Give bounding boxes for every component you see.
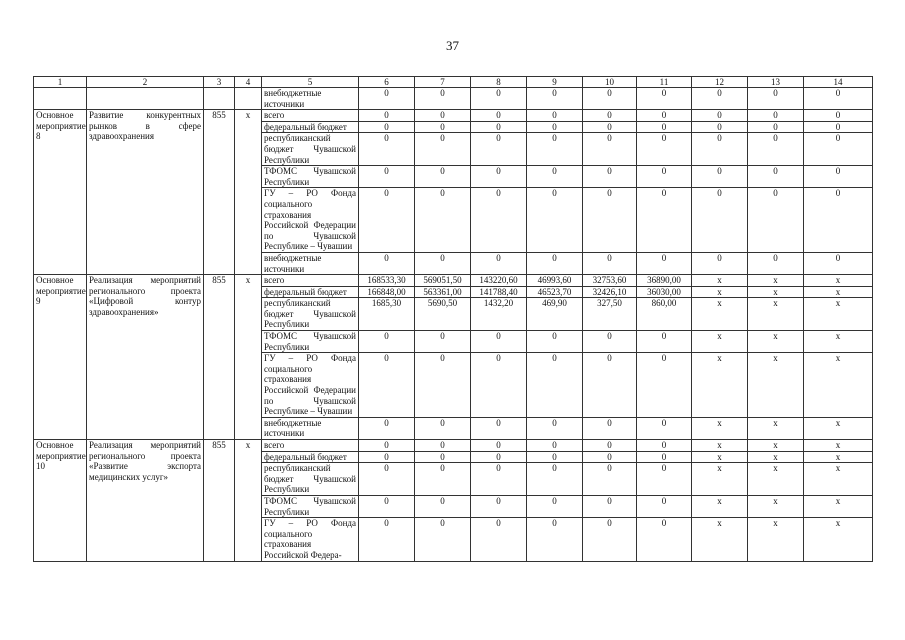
funding-source: ТФОМС Чувашской Республики (262, 495, 359, 517)
value-cell: 0 (804, 166, 873, 188)
column-header: 10 (583, 77, 637, 88)
value-cell: 0 (527, 110, 583, 122)
table-row (34, 440, 873, 452)
value-cell: 0 (583, 353, 637, 418)
value-cell: x (748, 298, 804, 331)
value-cell: x (748, 495, 804, 517)
value-cell: 0 (359, 188, 415, 253)
value-cell: x (692, 353, 748, 418)
value-cell: 0 (583, 451, 637, 463)
event-description: Реализация мероприятий регионального проекта «Цифровой контур здравоохранения» (87, 275, 204, 440)
funding-source: ТФОМС Чувашской Республики (262, 166, 359, 188)
value-cell: 0 (748, 110, 804, 122)
value-cell: 0 (804, 252, 873, 274)
column-header: 8 (471, 77, 527, 88)
value-cell: 166848,00 (359, 286, 415, 298)
value-cell: 0 (748, 121, 804, 133)
value-cell: 0 (359, 463, 415, 496)
value-cell: x (692, 286, 748, 298)
table-row (34, 110, 873, 122)
value-cell: 143220,60 (471, 275, 527, 287)
value-cell: x (804, 275, 873, 287)
value-cell: 0 (692, 188, 748, 253)
value-cell: 0 (692, 133, 748, 166)
value-cell: 0 (583, 88, 637, 110)
value-cell: 0 (415, 166, 471, 188)
funding-source: всего (262, 440, 359, 452)
value-cell: 0 (637, 440, 692, 452)
value-cell: 32426,10 (583, 286, 637, 298)
empty-cell (34, 88, 87, 110)
value-cell: 0 (359, 110, 415, 122)
value-cell: 0 (471, 495, 527, 517)
value-cell: 0 (583, 331, 637, 353)
value-cell: 0 (692, 121, 748, 133)
value-cell: x (748, 463, 804, 496)
value-cell: 0 (583, 417, 637, 439)
value-cell: 0 (471, 133, 527, 166)
value-cell: 0 (471, 331, 527, 353)
value-cell: 0 (692, 88, 748, 110)
value-cell: 0 (415, 110, 471, 122)
value-cell: 0 (748, 88, 804, 110)
value-cell: 0 (804, 88, 873, 110)
value-cell: 0 (583, 133, 637, 166)
value-cell: 0 (637, 417, 692, 439)
value-cell: 860,00 (637, 298, 692, 331)
funding-source: ГУ – РО Фонда социального страхования Российской Федерации по Чувашской Республике – Чувашии (262, 353, 359, 418)
value-cell: 46993,60 (527, 275, 583, 287)
value-cell: 0 (692, 252, 748, 274)
value-cell: 0 (637, 133, 692, 166)
value-cell: x (804, 417, 873, 439)
column-header: 9 (527, 77, 583, 88)
value-cell: 0 (359, 451, 415, 463)
event-col4: x (235, 275, 262, 440)
value-cell: x (748, 275, 804, 287)
event-name: Основное мероприятие 9 (34, 275, 87, 440)
value-cell: 36030,00 (637, 286, 692, 298)
value-cell: 0 (527, 166, 583, 188)
value-cell: x (804, 331, 873, 353)
value-cell: 0 (471, 353, 527, 418)
value-cell: 0 (527, 495, 583, 517)
value-cell: 0 (637, 463, 692, 496)
value-cell: 0 (804, 133, 873, 166)
value-cell: 469,90 (527, 298, 583, 331)
empty-cell (87, 88, 204, 110)
value-cell: 0 (583, 166, 637, 188)
value-cell: x (748, 353, 804, 418)
event-col4: x (235, 440, 262, 562)
value-cell: 0 (471, 451, 527, 463)
value-cell: 0 (583, 518, 637, 561)
value-cell: 0 (359, 166, 415, 188)
value-cell: 0 (637, 331, 692, 353)
value-cell: x (804, 495, 873, 517)
value-cell: 0 (692, 110, 748, 122)
value-cell: 0 (527, 121, 583, 133)
value-cell: 0 (359, 252, 415, 274)
empty-cell (204, 88, 235, 110)
column-header: 3 (204, 77, 235, 88)
value-cell: 0 (415, 451, 471, 463)
value-cell: 0 (415, 417, 471, 439)
value-cell: 0 (583, 110, 637, 122)
value-cell: 0 (359, 353, 415, 418)
column-header: 6 (359, 77, 415, 88)
funding-source: федеральный бюджет (262, 121, 359, 133)
funding-source: ГУ – РО Фонда социального страхования Российской Федерации по Чувашской Республике – Чувашии (262, 188, 359, 253)
value-cell: x (804, 451, 873, 463)
event-col4: x (235, 110, 262, 275)
table-row (34, 88, 873, 110)
value-cell: 327,50 (583, 298, 637, 331)
value-cell: 0 (637, 110, 692, 122)
value-cell: x (804, 463, 873, 496)
column-header: 13 (748, 77, 804, 88)
value-cell: 0 (527, 252, 583, 274)
value-cell: 0 (527, 440, 583, 452)
value-cell: 0 (359, 440, 415, 452)
value-cell: 0 (415, 353, 471, 418)
value-cell: 0 (471, 417, 527, 439)
value-cell: 5690,50 (415, 298, 471, 331)
value-cell: 0 (415, 252, 471, 274)
page-number: 37 (446, 38, 459, 53)
value-cell: 0 (359, 133, 415, 166)
value-cell: 0 (471, 440, 527, 452)
event-name: Основное мероприятие 10 (34, 440, 87, 562)
column-header: 11 (637, 77, 692, 88)
value-cell: 0 (804, 121, 873, 133)
value-cell: 0 (471, 188, 527, 253)
value-cell: x (748, 417, 804, 439)
value-cell: 0 (359, 121, 415, 133)
value-cell: 0 (527, 463, 583, 496)
column-header: 7 (415, 77, 471, 88)
value-cell: 36890,00 (637, 275, 692, 287)
value-cell: 0 (415, 133, 471, 166)
value-cell: 0 (415, 495, 471, 517)
funding-source: внебюджетные источники (262, 417, 359, 439)
value-cell: 0 (527, 353, 583, 418)
value-cell: 569051,50 (415, 275, 471, 287)
event-code: 855 (204, 440, 235, 562)
value-cell: 0 (415, 518, 471, 561)
value-cell: x (692, 463, 748, 496)
value-cell: 0 (583, 188, 637, 253)
value-cell: 0 (471, 252, 527, 274)
value-cell: 563361,00 (415, 286, 471, 298)
value-cell: 0 (471, 121, 527, 133)
column-header: 14 (804, 77, 873, 88)
funding-source: ГУ – РО Фонда социального страхования Российской Федера- (262, 518, 359, 561)
value-cell: x (692, 451, 748, 463)
value-cell: 0 (583, 463, 637, 496)
value-cell: 0 (359, 417, 415, 439)
event-description: Развитие конкурентных рынков в сфере здравоохранения (87, 110, 204, 275)
value-cell: 46523,70 (527, 286, 583, 298)
funding-source: всего (262, 110, 359, 122)
value-cell: 0 (527, 417, 583, 439)
column-header: 5 (262, 77, 359, 88)
value-cell: 0 (637, 166, 692, 188)
table-body (34, 88, 873, 562)
value-cell: x (692, 518, 748, 561)
value-cell: 0 (471, 110, 527, 122)
column-header: 1 (34, 77, 87, 88)
value-cell: 141788,40 (471, 286, 527, 298)
value-cell: 0 (637, 495, 692, 517)
value-cell: 0 (637, 252, 692, 274)
funding-source: республиканский бюджет Чувашской Республики (262, 133, 359, 166)
value-cell: x (804, 353, 873, 418)
value-cell: x (748, 451, 804, 463)
budget-table (33, 76, 873, 562)
value-cell: 0 (804, 188, 873, 253)
value-cell: x (692, 275, 748, 287)
value-cell: 0 (415, 88, 471, 110)
value-cell: 0 (415, 121, 471, 133)
value-cell: x (692, 417, 748, 439)
value-cell: x (748, 518, 804, 561)
value-cell: 0 (583, 252, 637, 274)
value-cell: 0 (359, 495, 415, 517)
value-cell: 0 (637, 518, 692, 561)
value-cell: 0 (415, 440, 471, 452)
value-cell: 0 (748, 133, 804, 166)
value-cell: x (804, 298, 873, 331)
value-cell: 0 (637, 353, 692, 418)
funding-source: республиканский бюджет Чувашской Республики (262, 463, 359, 496)
value-cell: 0 (748, 252, 804, 274)
value-cell: 0 (471, 88, 527, 110)
value-cell: 0 (748, 166, 804, 188)
value-cell: x (804, 518, 873, 561)
funding-source: внебюджетные источники (262, 252, 359, 274)
column-header: 12 (692, 77, 748, 88)
value-cell: 0 (637, 121, 692, 133)
value-cell: 0 (637, 188, 692, 253)
value-cell: x (692, 298, 748, 331)
value-cell: 0 (527, 188, 583, 253)
value-cell: x (692, 495, 748, 517)
value-cell: 0 (471, 518, 527, 561)
value-cell: x (748, 286, 804, 298)
value-cell: 0 (471, 463, 527, 496)
value-cell: 0 (415, 463, 471, 496)
value-cell: 1685,30 (359, 298, 415, 331)
value-cell: x (748, 331, 804, 353)
value-cell: 0 (583, 440, 637, 452)
value-cell: 0 (359, 88, 415, 110)
value-cell: 1432,20 (471, 298, 527, 331)
funding-source: федеральный бюджет (262, 451, 359, 463)
table-row (34, 275, 873, 287)
funding-source: внебюджетные источники (262, 88, 359, 110)
funding-source: ТФОМС Чувашской Республики (262, 331, 359, 353)
value-cell: 0 (415, 188, 471, 253)
event-name: Основное мероприятие 8 (34, 110, 87, 275)
funding-source: всего (262, 275, 359, 287)
value-cell: 0 (359, 518, 415, 561)
event-code: 855 (204, 275, 235, 440)
funding-source: республиканский бюджет Чувашской Республики (262, 298, 359, 331)
event-description: Реализация мероприятий регионального проекта «Развитие экспорта медицинских услуг» (87, 440, 204, 562)
value-cell: 0 (583, 495, 637, 517)
value-cell: 0 (415, 331, 471, 353)
column-header: 2 (87, 77, 204, 88)
value-cell: 0 (748, 188, 804, 253)
value-cell: x (804, 440, 873, 452)
value-cell: x (804, 286, 873, 298)
value-cell: 0 (527, 451, 583, 463)
funding-source: федеральный бюджет (262, 286, 359, 298)
value-cell: 32753,60 (583, 275, 637, 287)
value-cell: x (748, 440, 804, 452)
value-cell: 0 (527, 88, 583, 110)
value-cell: 0 (527, 331, 583, 353)
empty-cell (235, 88, 262, 110)
column-header: 4 (235, 77, 262, 88)
value-cell: 0 (471, 166, 527, 188)
value-cell: x (692, 440, 748, 452)
value-cell: x (692, 331, 748, 353)
value-cell: 0 (583, 121, 637, 133)
value-cell: 0 (692, 166, 748, 188)
value-cell: 0 (359, 331, 415, 353)
value-cell: 0 (637, 88, 692, 110)
value-cell: 168533,30 (359, 275, 415, 287)
value-cell: 0 (527, 133, 583, 166)
value-cell: 0 (637, 451, 692, 463)
value-cell: 0 (804, 110, 873, 122)
table-header-row (34, 77, 873, 88)
event-code: 855 (204, 110, 235, 275)
value-cell: 0 (527, 518, 583, 561)
